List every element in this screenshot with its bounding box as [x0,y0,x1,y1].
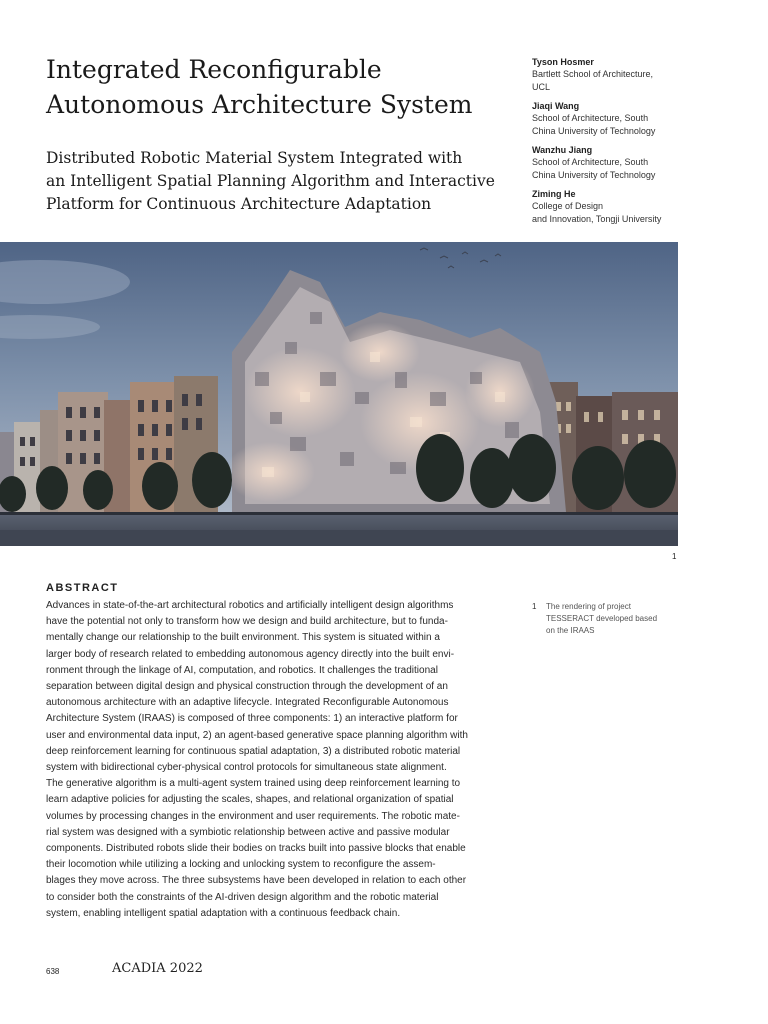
abstract-line: autonomous architecture with an adaptive lifecycle. Integrated Reconfigurable Autonomous [46,697,449,709]
title-line: Autonomous Architecture System [46,90,473,119]
abstract-line: rial system was designed with a symbiotic relationship between active and passive modular [46,826,450,838]
caption-number: 1 [532,602,537,611]
affiliation-line: UCL [532,82,551,92]
journal-name: ACADIA 2022 [112,961,203,976]
abstract-line: larger body of research related to embedding autonomous agency directly into the built envi- [46,648,455,660]
abstract-line: components. Distributed robots slide their bodies on tracks built into passive blocks that enable [46,843,466,855]
author-affiliation [532,156,732,182]
author-name: Ziming He [532,189,576,199]
abstract-line: system, enabling intelligent spatial adaptation with a continuous feedback chain. [46,907,401,919]
author-list [532,56,732,232]
abstract-line: Architecture System (IRAAS) is composed of three components: 1) an interactive platform for [46,713,458,725]
subtitle-line: Distributed Robotic Material System Integrated with [46,149,463,167]
paper-title [46,52,472,122]
author-affiliation [532,112,732,138]
railing [0,512,678,515]
abstract-body [46,598,516,922]
abstract-line: have the potential not only to transform how we design and build architecture, but to funda- [46,616,448,628]
author-entry [532,188,732,226]
abstract-line: mentally change our relationship to the built environment. This system is situated within a [46,632,440,644]
abstract-line: to consider both the constraints of the AI-driven design algorithm and the robotic material [46,891,439,903]
author-name: Wanzhu Jiang [532,145,593,155]
author-name: Tyson Hosmer [532,57,594,67]
author-affiliation [532,68,732,94]
subtitle-line: an Intelligent Spatial Planning Algorithm and Interactive [46,172,495,190]
paper-subtitle [46,147,495,216]
abstract-line: system with bidirectional cyber-physical control protocols for simultaneous state alignment. [46,762,447,774]
affiliation-line: China University of Technology [532,170,656,180]
author-name: Jiaqi Wang [532,101,580,111]
abstract-line: their locomotion while utilizing a locking and unlocking system to reconfigure the assem- [46,859,436,871]
affiliation-line: Bartlett School of Architecture, [532,69,654,79]
author-affiliation [532,200,732,226]
affiliation-line: China University of Technology [532,126,656,136]
abstract-line: blages they move across. The three subsystems have been developed in relation to each other [46,875,467,887]
figure-number: 1 [672,552,677,561]
affiliation-line: School of Architecture, South [532,113,649,123]
subtitle-line: Platform for Continuous Architecture Adaptation [46,195,432,213]
abstract-line: The generative algorithm is a multi-agent system trained using deep reinforcement learning to [46,778,461,790]
abstract-line: ronment through the linkage of AI, computation, and robotics. It challenges the traditional [46,664,438,676]
affiliation-line: and Innovation, Tongji University [532,214,662,224]
title-line: Integrated Reconfigurable [46,55,382,84]
page-number: 638 [46,967,60,976]
author-entry [532,144,732,182]
abstract-line: Advances in state-of-the-art architectural robotics and artificially intelligent design algorithms [46,600,454,611]
author-entry [532,56,732,94]
caption-line: The rendering of project [546,602,631,611]
abstract-line: volumes by processing changes in the environment and user requirements. The robotic mate- [46,810,460,822]
abstract-line: user and environmental data input, 2) an agent-based generative space planning algorithm with [46,729,468,741]
affiliation-line: School of Architecture, South [532,157,649,167]
affiliation-line: College of Design [532,201,604,211]
abstract-line: learn adaptive policies for adjusting the scales, shapes, and relational organization of spatial [46,794,454,806]
abstract-heading: ABSTRACT [46,582,119,594]
abstract-line: separation between digital design and physical construction through the development of an [46,681,448,693]
figure-rendering [0,242,678,546]
abstract-line: deep reinforcement learning for continuous spatial adaptation, 3) a distributed robotic material [46,745,461,757]
caption-line: TESSERACT developed based [546,614,658,623]
caption-line: on the IRAAS [546,626,595,635]
canal-wall [0,530,678,546]
caption-text [546,601,657,637]
author-entry [532,100,732,138]
